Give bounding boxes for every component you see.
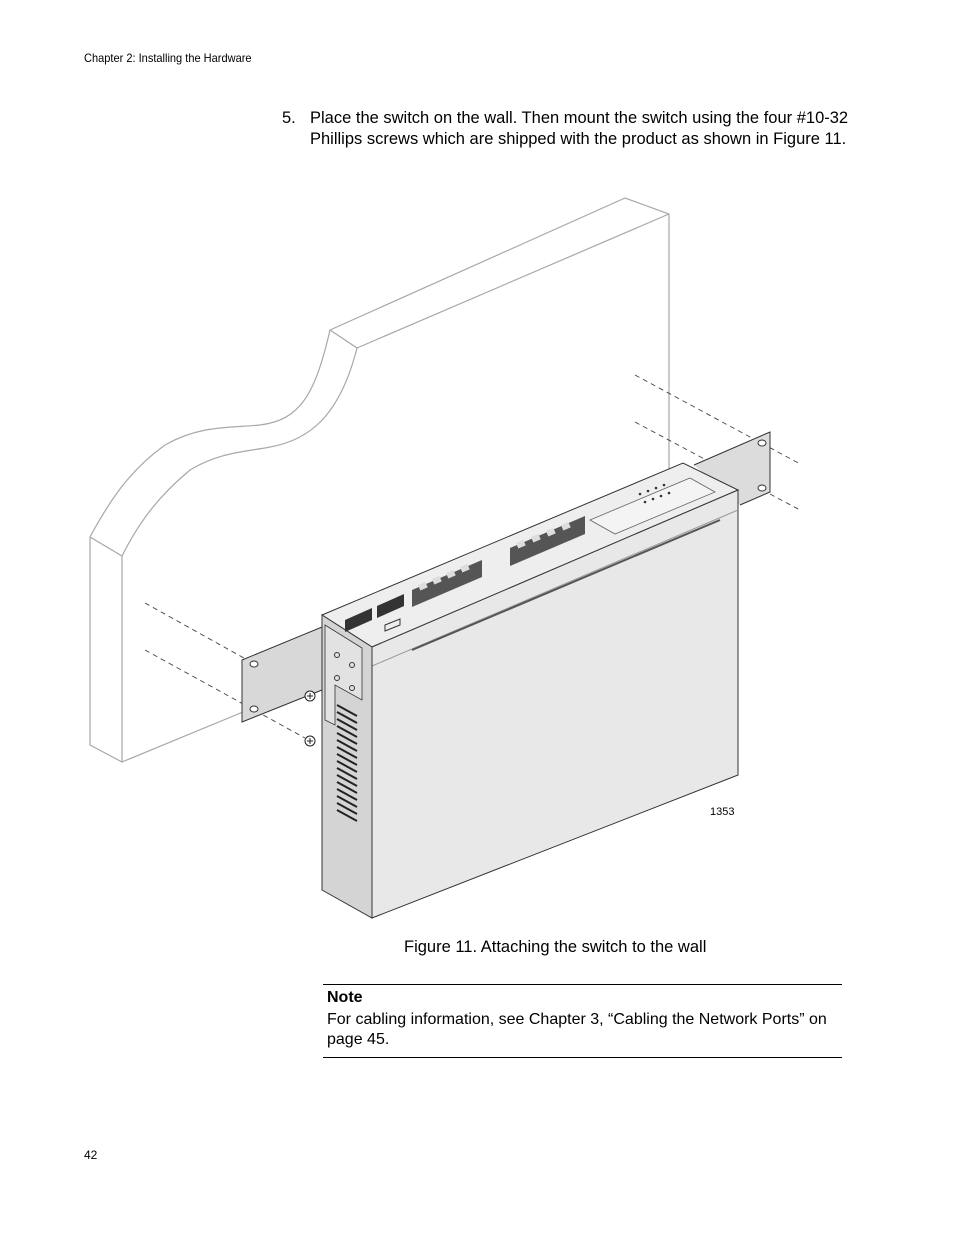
figure-id-label: 1353 <box>710 806 735 818</box>
note-title: Note <box>327 989 363 1006</box>
wall-mount-illustration <box>80 190 800 930</box>
note-box <box>323 984 842 1058</box>
step-number: 5. <box>282 109 296 127</box>
step-text: Place the switch on the wall. Then mount the switch using the four #10-32 Phillips screws which are shipped with the product as shown in Figure 11. <box>310 109 849 148</box>
note-body: For cabling information, see Chapter 3, “Cabling the Network Ports” on page 45. <box>327 1011 827 1048</box>
figure-caption: Figure 11. Attaching the switch to the wall <box>404 938 707 956</box>
page-number: 42 <box>84 1148 98 1162</box>
wall-outline <box>90 198 669 537</box>
running-header: Chapter 2: Installing the Hardware <box>84 51 252 65</box>
